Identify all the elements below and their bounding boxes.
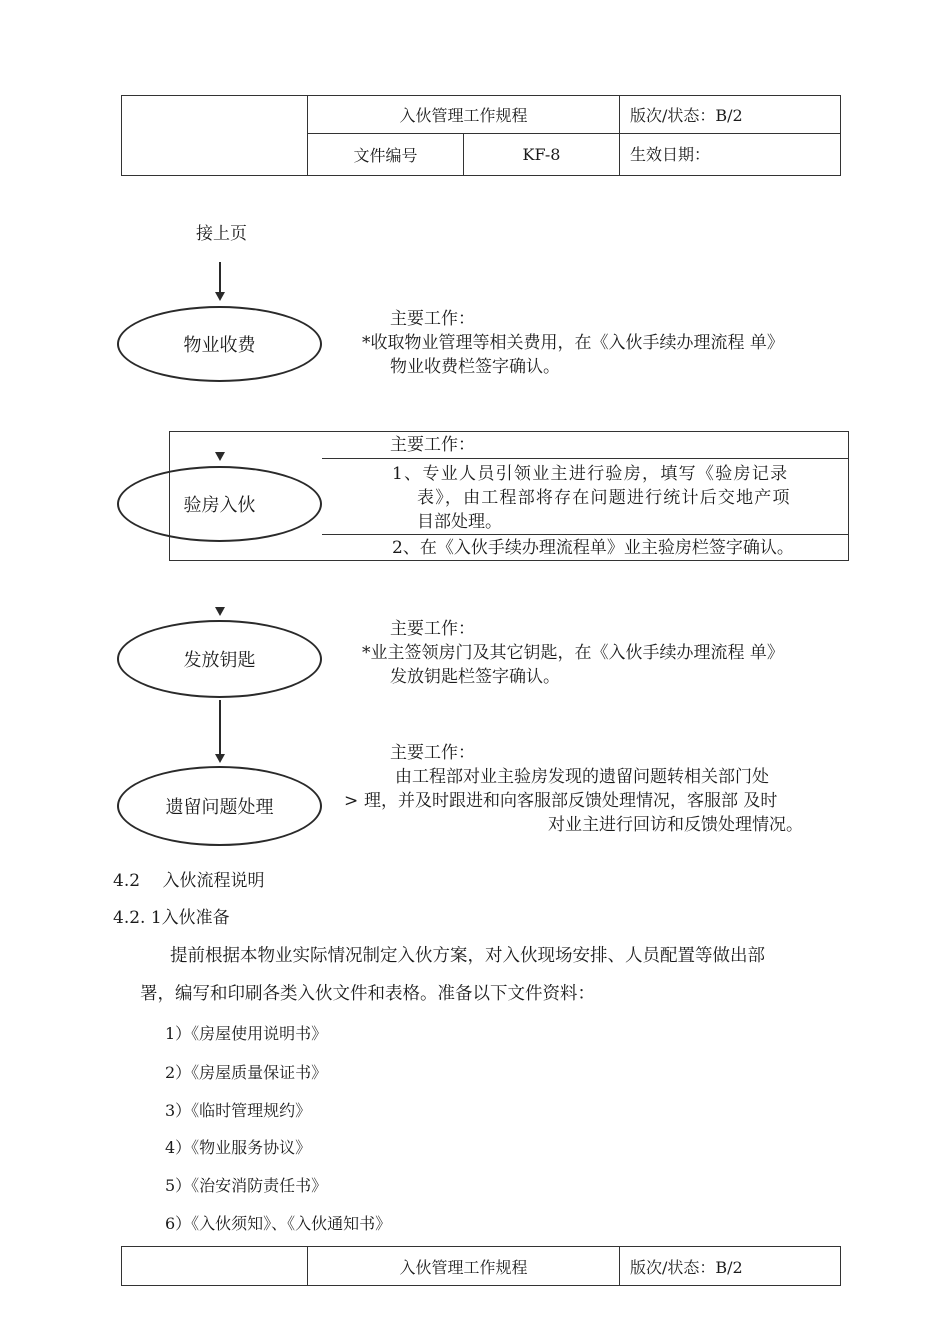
- step3-line1: *业主签领房门及其它钥匙，在《入伙手续办理流程 单》: [362, 643, 784, 663]
- footer-table: [121, 1246, 841, 1286]
- doc-title: 入伙管理工作规程: [308, 96, 620, 134]
- step3-work-title: 主要工作：: [390, 619, 475, 639]
- list-item: 2）《房屋质量保证书》: [165, 1063, 328, 1082]
- header-logo-cell: [122, 96, 308, 176]
- arrow-line: [219, 262, 221, 294]
- frame-right: [848, 431, 849, 561]
- step4-line2: 理，并及时跟进和向客服部反馈处理情况，客服部 及时: [364, 791, 778, 811]
- flow-node-fee: 物业收费: [117, 306, 322, 382]
- paragraph-line1: 提前根据本物业实际情况制定入伙方案，对入伙现场安排、人员配置等做出部: [170, 946, 765, 966]
- continued-label: 接上页: [196, 224, 247, 244]
- frame-inner-2: [322, 534, 848, 535]
- list-item: 4）《物业服务协议》: [165, 1138, 312, 1157]
- effective-date: 生效日期：: [620, 134, 841, 176]
- list-item: 6）《入伙须知》、《入伙通知书》: [165, 1214, 392, 1233]
- section-heading: 4.2 入伙流程说明: [113, 871, 265, 891]
- step1-line2: 物业收费栏签字确认。: [390, 357, 560, 377]
- flow-node-inspection: 验房入伙: [117, 466, 322, 542]
- version-status: 版次/状态：B/2: [620, 96, 841, 134]
- frame-bottom: [169, 560, 848, 561]
- step1-line1: *收取物业管理等相关费用，在《入伙手续办理流程 单》: [362, 333, 784, 353]
- paragraph-line2: 署，编写和印刷各类入伙文件和表格。准备以下文件资料：: [140, 984, 595, 1004]
- subsection-heading: 4.2. 1入伙准备: [113, 908, 230, 928]
- footer-title: 入伙管理工作规程: [308, 1247, 620, 1286]
- arrow-head: [215, 607, 225, 616]
- arrow-head: [215, 452, 225, 461]
- frame-inner-1: [322, 458, 848, 459]
- step4-line1: 由工程部对业主验房发现的遗留问题转相关部门处: [395, 767, 769, 787]
- arrow-line: [219, 700, 221, 756]
- file-no: KF-8: [464, 134, 620, 176]
- step1-work-title: 主要工作：: [390, 309, 475, 329]
- list-item: 1）《房屋使用说明书》: [165, 1024, 328, 1043]
- flow-node-keys: 发放钥匙: [117, 620, 322, 698]
- footer-version: 版次/状态：B/2: [620, 1247, 841, 1286]
- list-item: 5）《治安消防责任书》: [165, 1176, 328, 1195]
- frame-top: [169, 431, 848, 432]
- step2-line3: 目部处理。: [417, 512, 502, 532]
- step4-line3: 对业主进行回访和反馈处理情况。: [548, 815, 803, 835]
- step4-work-title: 主要工作：: [390, 743, 475, 763]
- footer-logo-cell: [122, 1247, 308, 1286]
- list-item: 3）《临时管理规约》: [165, 1101, 312, 1120]
- flow-node-issues: 遗留问题处理: [117, 766, 322, 846]
- step3-line2: 发放钥匙栏签字确认。: [390, 667, 560, 687]
- header-table: [121, 95, 841, 176]
- file-no-label: 文件编号: [308, 134, 464, 176]
- step2-line1: 1、专业人员引领业主进行验房，填写《验房记录: [392, 464, 789, 484]
- arrow-head: [215, 754, 225, 763]
- step4-marker: >: [344, 791, 359, 811]
- arrow-head: [215, 292, 225, 301]
- step2-line2: 表》，由工程部将存在问题进行统计后交地产项: [417, 488, 791, 508]
- step2-line4: 2、在《入伙手续办理流程单》业主验房栏签字确认。: [392, 538, 794, 558]
- step2-work-title: 主要工作：: [390, 435, 475, 455]
